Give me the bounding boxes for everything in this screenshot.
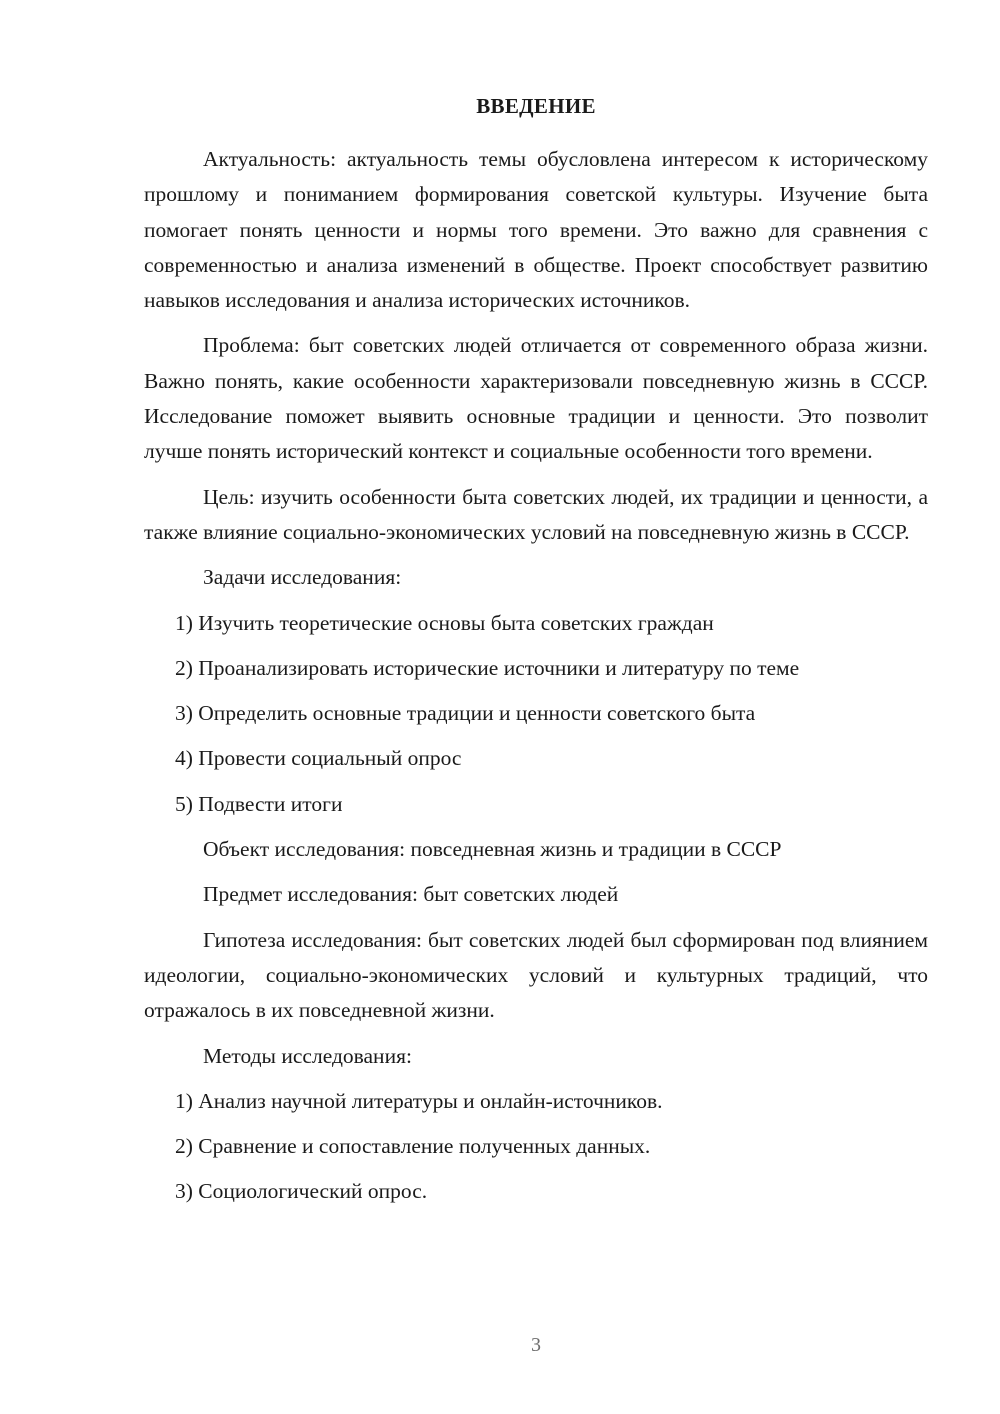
methods-list xyxy=(144,1084,928,1210)
goal-paragraph: Цель: изучить особенности быта советских людей, их традиции и ценности, а также влияние социально-экономических условий на повседневную жизнь в СССР. xyxy=(144,484,928,544)
list-item: 1) Изучить теоретические основы быта советских граждан xyxy=(175,610,714,635)
page-number: 3 xyxy=(531,1334,541,1356)
list-item: 4) Провести социальный опрос xyxy=(175,746,462,771)
hypothesis-paragraph: Гипотеза исследования: быт советских людей был сформирован под влиянием идеологии, социально-экономических условий и культурных традиций, что отражалось в их повседневной жизни. xyxy=(144,927,928,1023)
problem-paragraph: Проблема: быт советских людей отличается от современного образа жизни. Важно понять, какие особенности характеризовали повседневную жизнь в СССР. Исследование поможет выявить основные традиции и ценности. Это позволит лучше понять исторический контекст и социальные особенности того времени. xyxy=(144,333,928,464)
relevance-paragraph: Актуальность: актуальность темы обусловлена интересом к историческому прошлому и пониманием формирования советской культуры. Изучение быта помогает понять ценности и нормы того времени. Это важно для сравнения с современностью и анализа изменений в обществе. Проект способствует развитию навыков исследования и анализа исторических источников. xyxy=(144,147,928,313)
list-item: 2) Проанализировать исторические источники и литературу по теме xyxy=(175,655,800,680)
methods-heading: Методы исследования: xyxy=(203,1043,412,1068)
tasks-list xyxy=(144,606,928,822)
list-item: 2) Сравнение и сопоставление полученных данных. xyxy=(175,1134,651,1159)
list-item: 1) Анализ научной литературы и онлайн-источников. xyxy=(175,1088,663,1113)
object-line: Объект исследования: повседневная жизнь и традиции в СССР xyxy=(203,837,782,862)
document-body xyxy=(144,142,928,1210)
list-item: 3) Определить основные традиции и ценности советского быта xyxy=(175,701,756,726)
tasks-heading: Задачи исследования: xyxy=(203,565,402,590)
list-item: 5) Подвести итоги xyxy=(175,791,343,816)
page-title: ВВЕДЕНИЕ xyxy=(476,94,596,118)
list-item: 3) Социологический опрос. xyxy=(175,1179,428,1204)
subject-line: Предмет исследования: быт советских людей xyxy=(203,882,619,907)
